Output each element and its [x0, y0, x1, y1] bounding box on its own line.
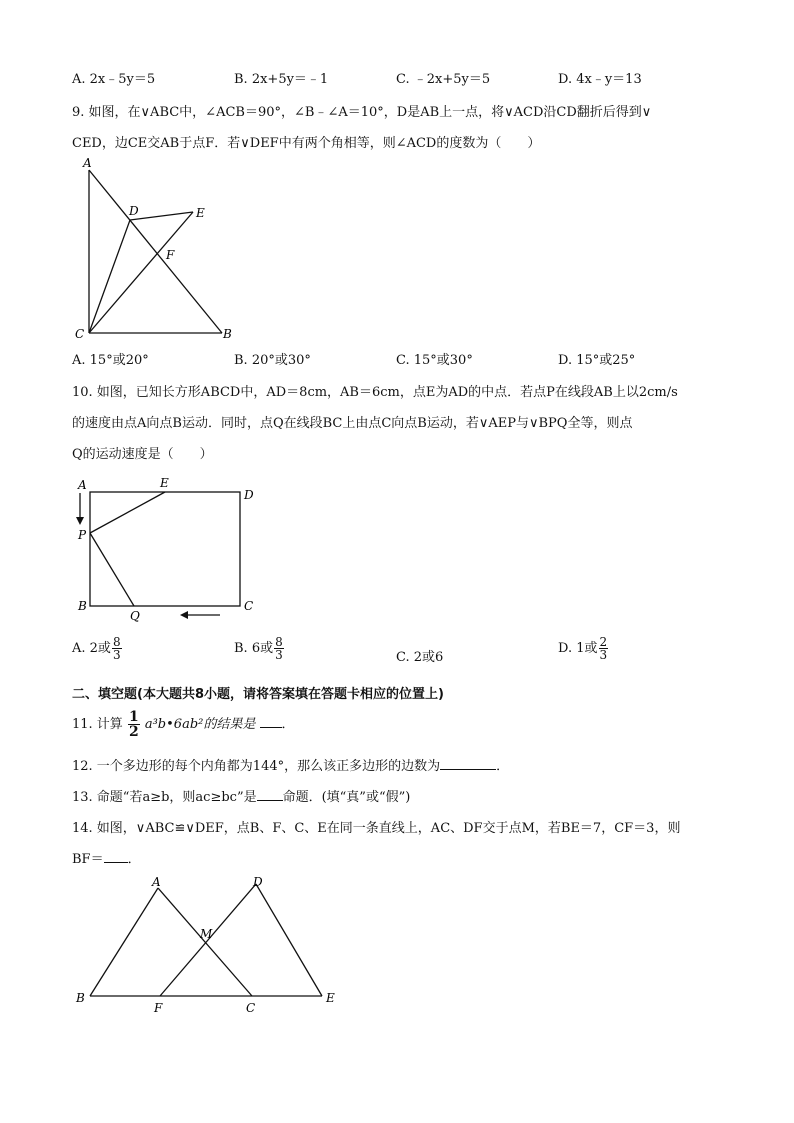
q14-label-c: C: [246, 1001, 256, 1015]
q9-option-b: B. 20°或30°: [234, 353, 311, 368]
q10-option-d-den: 3: [599, 648, 608, 662]
q10-option-a-prefix: A. 2或: [72, 641, 111, 656]
q9-label-d: D: [129, 204, 139, 218]
q11: [72, 710, 295, 739]
q10-option-a-den: 3: [112, 648, 121, 662]
q10-stem-line1: 10. 如图，已知长方形ABCD中，AD＝8cm，AB＝6cm，点E为AD的中点．若点P在线段AB上以2cm/s: [72, 385, 678, 400]
q8-option-d: D. 4x﹣y＝13: [558, 72, 642, 87]
q9-stem-line1: 9. 如图，在∨ABC中，∠ACB＝90°，∠B﹣∠A＝10°，D是AB上一点，将∨ACD沿CD翻折后得到∨: [72, 105, 652, 120]
q10-label-p: P: [78, 528, 87, 542]
q10-stem-line3: Q的运动速度是（ ）: [72, 447, 213, 462]
q14-label-m: M: [200, 927, 213, 941]
q14-line2-text: BF＝: [72, 852, 104, 867]
q12-text: 12. 一个多边形的每个内角都为144°，那么该正多边形的边数为: [72, 759, 441, 774]
q10-option-b-prefix: B. 6或: [234, 641, 274, 656]
q11-answer-blank[interactable]: [260, 727, 282, 728]
q14-figure: [72, 870, 352, 1020]
q9-label-c: C: [75, 327, 85, 341]
q13-end: 命题．(填“真”或“假”): [282, 790, 411, 805]
q10-option-b-den: 3: [275, 648, 283, 662]
q11-fraction: [128, 710, 140, 739]
q9-stem-line2: CED，边CE交AB于点F．若∨DEF中有两个角相等，则∠ACD的度数为（ ）: [72, 136, 541, 151]
q11-expression: a³b•6ab²的结果是: [144, 717, 256, 732]
q10-option-a-num: 8: [112, 635, 121, 649]
q14-end: ．: [127, 852, 141, 867]
q9-label-b: B: [223, 327, 232, 341]
q12-end: ．: [496, 759, 510, 774]
q10-label-b: B: [78, 599, 87, 613]
q8-option-c: C. ﹣2x+5y＝5: [396, 72, 491, 87]
q13: [72, 786, 410, 805]
q10-option-b: [234, 636, 285, 661]
q10-option-b-num: 8: [275, 635, 283, 649]
q10-label-c: C: [244, 599, 254, 613]
q11-den: 2: [128, 724, 139, 740]
q14-stem-line2: [72, 848, 141, 867]
q10-label-d: D: [244, 488, 254, 502]
q10-option-b-fraction: [274, 636, 284, 661]
q9-option-c: C. 15°或30°: [396, 353, 473, 368]
q14-stem-line1: 14. 如图，∨ABC≌∨DEF，点B、F、C、E在同一条直线上，AC、DF交于点M，若BE＝7，CF＝3，则: [72, 821, 681, 836]
section-heading-fill-in: 二、填空题(本大题共8小题，请将答案填在答题卡相应的位置上): [72, 687, 444, 702]
q13-answer-blank[interactable]: [257, 800, 283, 801]
q10-option-a-fraction: [112, 636, 122, 661]
q10-stem-line2: 的速度由点A向点B运动．同时，点Q在线段BC上由点C向点B运动，若∨AEP与∨BPQ全等，则点: [72, 416, 633, 431]
q10-option-c: [396, 646, 443, 665]
q9-label-f: F: [166, 248, 175, 262]
q10-option-c-text: C. 2或6: [396, 650, 444, 665]
q9-label-a: A: [83, 156, 92, 170]
q10-option-d-num: 2: [599, 635, 608, 649]
q10-option-d: [558, 636, 609, 661]
q13-text: 13. 命题“若a≥b，则ac≥bc”是: [72, 790, 257, 805]
q8-option-a: A. 2x﹣5y＝5: [72, 72, 156, 87]
q10-label-a: A: [78, 478, 87, 492]
q9-label-e: E: [196, 206, 205, 220]
q14-label-b: B: [76, 991, 85, 1005]
q9-option-d: D. 15°或25°: [558, 353, 636, 368]
q11-prefix: 11. 计算: [72, 717, 123, 732]
q14-label-d: D: [253, 875, 263, 889]
q10-option-a: [72, 636, 123, 661]
q10-label-e: E: [160, 476, 169, 490]
q12: [72, 755, 509, 774]
q9-option-a: A. 15°或20°: [72, 353, 149, 368]
q14-label-f: F: [154, 1001, 163, 1015]
q11-num: 1: [128, 709, 139, 725]
q8-option-b: B. 2x+5y＝﹣1: [234, 72, 329, 87]
q10-figure: [72, 473, 272, 623]
q14-label-a: A: [152, 875, 161, 889]
q10-option-d-prefix: D. 1或: [558, 641, 598, 656]
q14-label-e: E: [326, 991, 335, 1005]
q14-answer-blank[interactable]: [104, 862, 128, 863]
q12-answer-blank[interactable]: [440, 769, 496, 770]
q11-end: ．: [281, 717, 295, 732]
q10-label-q: Q: [130, 609, 140, 623]
q10-option-d-fraction: [599, 636, 609, 661]
q9-figure: [72, 155, 242, 345]
